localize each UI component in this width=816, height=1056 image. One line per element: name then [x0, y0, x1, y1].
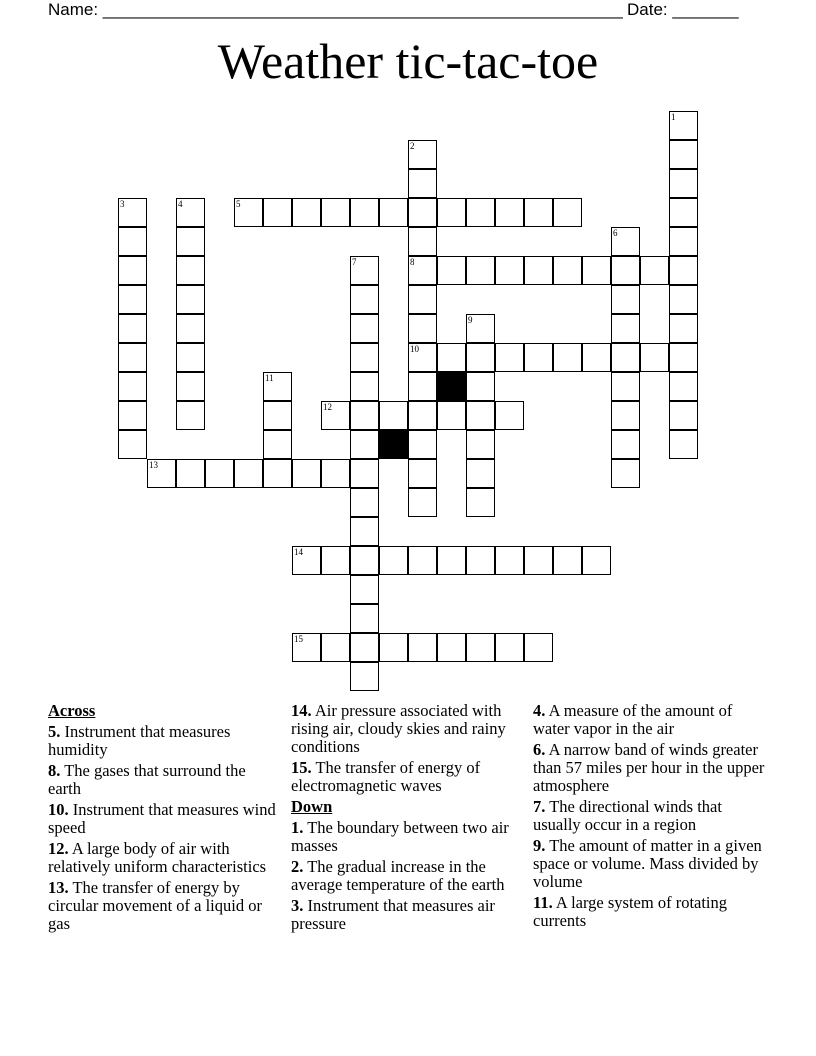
- grid-cell[interactable]: [437, 256, 466, 285]
- grid-cell[interactable]: [611, 314, 640, 343]
- clue-number: 12: [323, 402, 332, 412]
- clue-number-label: 1.: [291, 818, 304, 837]
- grid-cell[interactable]: [669, 169, 698, 198]
- clue-number-label: 12.: [48, 839, 69, 858]
- grid-cell[interactable]: [350, 517, 379, 546]
- grid-cell[interactable]: [611, 285, 640, 314]
- clue-text: The gradual increase in the average temperature of the earth: [291, 857, 505, 894]
- grid-cell[interactable]: [118, 256, 147, 285]
- grid-cell[interactable]: [379, 546, 408, 575]
- grid-cell[interactable]: [176, 227, 205, 256]
- name-field[interactable]: Name: _______________________________________________________: [48, 0, 623, 19]
- clue-text: Instrument that measures humidity: [48, 722, 231, 759]
- grid-cell[interactable]: [118, 314, 147, 343]
- grid-cell[interactable]: [147, 459, 176, 488]
- clue-number-label: 2.: [291, 857, 304, 876]
- grid-cell[interactable]: [553, 546, 582, 575]
- grid-cell[interactable]: [350, 459, 379, 488]
- grid-cell[interactable]: [408, 401, 437, 430]
- grid-cell[interactable]: [669, 343, 698, 372]
- clue-item: [291, 897, 529, 933]
- grid-cell[interactable]: [292, 633, 321, 662]
- grid-cell[interactable]: [466, 256, 495, 285]
- grid-cell[interactable]: [582, 256, 611, 285]
- grid-cell[interactable]: [263, 459, 292, 488]
- grid-cell[interactable]: [495, 256, 524, 285]
- clue-item: [533, 741, 765, 795]
- grid-cell[interactable]: [176, 401, 205, 430]
- clue-number: 11: [265, 373, 274, 383]
- grid-cell[interactable]: [176, 343, 205, 372]
- grid-cell[interactable]: [292, 198, 321, 227]
- grid-cell[interactable]: [118, 227, 147, 256]
- clue-number: 10: [410, 344, 419, 354]
- grid-cell[interactable]: [669, 430, 698, 459]
- grid-cell[interactable]: [408, 430, 437, 459]
- grid-cell[interactable]: [524, 198, 553, 227]
- clue-text: Air pressure associated with rising air, cloudy skies and rainy conditions: [291, 701, 506, 756]
- clue-text: A measure of the amount of water vapor in the air: [533, 701, 733, 738]
- grid-cell[interactable]: [350, 488, 379, 517]
- clue-item: [48, 879, 278, 933]
- grid-cell[interactable]: [176, 285, 205, 314]
- grid-cell[interactable]: [640, 256, 669, 285]
- grid-cell[interactable]: [466, 198, 495, 227]
- grid-cell[interactable]: [553, 198, 582, 227]
- clue-number: 7: [352, 257, 357, 267]
- grid-cell[interactable]: [350, 401, 379, 430]
- clue-item: [533, 837, 765, 891]
- grid-cell[interactable]: [408, 372, 437, 401]
- grid-cell[interactable]: [350, 662, 379, 691]
- clue-item: [291, 819, 529, 855]
- date-field[interactable]: Date: _______: [627, 0, 739, 19]
- grid-cell[interactable]: [263, 430, 292, 459]
- grid-cell[interactable]: [524, 256, 553, 285]
- grid-cell[interactable]: [379, 198, 408, 227]
- grid-cell[interactable]: [350, 314, 379, 343]
- clue-number: 9: [468, 315, 473, 325]
- grid-cell[interactable]: [234, 198, 263, 227]
- grid-cell[interactable]: [466, 459, 495, 488]
- clues-column-1: [48, 702, 278, 936]
- grid-cell[interactable]: [350, 198, 379, 227]
- grid-cell[interactable]: [408, 285, 437, 314]
- grid-cell[interactable]: [495, 198, 524, 227]
- clue-number: 2: [410, 141, 415, 151]
- grid-cell[interactable]: [466, 343, 495, 372]
- grid-cell[interactable]: [292, 546, 321, 575]
- grid-cell[interactable]: [553, 256, 582, 285]
- grid-cell[interactable]: [118, 430, 147, 459]
- clue-number: 13: [149, 460, 158, 470]
- grid-cell[interactable]: [350, 604, 379, 633]
- grid-cell[interactable]: [495, 401, 524, 430]
- grid-cell[interactable]: [669, 372, 698, 401]
- grid-cell[interactable]: [379, 401, 408, 430]
- clue-number: 1: [671, 112, 676, 122]
- clues-column-3: [533, 702, 765, 933]
- grid-cell[interactable]: [408, 488, 437, 517]
- grid-cell[interactable]: [408, 546, 437, 575]
- grid-cell[interactable]: [205, 459, 234, 488]
- grid-cell[interactable]: [263, 198, 292, 227]
- clue-text: The transfer of energy by circular movement of a liquid or gas: [48, 878, 262, 933]
- grid-cell[interactable]: [408, 256, 437, 285]
- grid-cell[interactable]: [466, 488, 495, 517]
- clue-text: A narrow band of winds greater than 57 miles per hour in the upper atmosphere: [533, 740, 765, 795]
- grid-cell[interactable]: [176, 198, 205, 227]
- grid-cell[interactable]: [611, 401, 640, 430]
- grid-cell[interactable]: [176, 459, 205, 488]
- grid-cell[interactable]: [466, 430, 495, 459]
- grid-cell[interactable]: [176, 314, 205, 343]
- clue-number-label: 7.: [533, 797, 546, 816]
- grid-cell[interactable]: [669, 401, 698, 430]
- page-title: Weather tic-tac-toe: [217, 33, 599, 89]
- clue-number: 4: [178, 199, 183, 209]
- clue-number: 3: [120, 199, 125, 209]
- down-heading: Down: [291, 797, 333, 816]
- grid-cell[interactable]: [640, 343, 669, 372]
- grid-cell[interactable]: [669, 227, 698, 256]
- clue-number-label: 3.: [291, 896, 304, 915]
- clue-item: [533, 798, 765, 834]
- grid-cell[interactable]: [118, 285, 147, 314]
- grid-cell[interactable]: [582, 343, 611, 372]
- clue-number-label: 8.: [48, 761, 61, 780]
- clue-number-label: 10.: [48, 800, 69, 819]
- clue-item: [48, 840, 278, 876]
- clue-number: 8: [410, 257, 415, 267]
- grid-cell[interactable]: [553, 343, 582, 372]
- clue-text: The transfer of energy of electromagnetic waves: [291, 758, 481, 795]
- grid-cell[interactable]: [408, 343, 437, 372]
- grid-cell[interactable]: [437, 401, 466, 430]
- grid-cell[interactable]: [292, 459, 321, 488]
- grid-cell[interactable]: [263, 401, 292, 430]
- grid-cell[interactable]: [524, 546, 553, 575]
- clue-item: [48, 762, 278, 798]
- clue-text: The boundary between two air masses: [291, 818, 509, 855]
- grid-cell[interactable]: [437, 198, 466, 227]
- grid-cell[interactable]: [350, 633, 379, 662]
- clue-number-label: 4.: [533, 701, 546, 720]
- grid-cell[interactable]: [524, 343, 553, 372]
- grid-cell[interactable]: [466, 372, 495, 401]
- clue-item: [291, 759, 529, 795]
- grid-cell[interactable]: [408, 198, 437, 227]
- grid-cell[interactable]: [669, 111, 698, 140]
- grid-cell[interactable]: [669, 314, 698, 343]
- grid-cell[interactable]: [263, 372, 292, 401]
- clue-number: 5: [236, 199, 241, 209]
- clue-item: [48, 801, 278, 837]
- grid-cell[interactable]: [611, 343, 640, 372]
- grid-cell[interactable]: [611, 256, 640, 285]
- grid-cell[interactable]: [669, 198, 698, 227]
- grid-cell[interactable]: [611, 459, 640, 488]
- clue-number: 6: [613, 228, 618, 238]
- grid-cell[interactable]: [321, 459, 350, 488]
- grid-cell[interactable]: [437, 343, 466, 372]
- clue-number-label: 13.: [48, 878, 69, 897]
- grid-cell[interactable]: [350, 575, 379, 604]
- grid-cell[interactable]: [437, 546, 466, 575]
- grid-cell[interactable]: [350, 430, 379, 459]
- grid-cell[interactable]: [321, 198, 350, 227]
- grid-cell[interactable]: [234, 459, 263, 488]
- grid-cell[interactable]: [118, 372, 147, 401]
- clue-text: Instrument that measures wind speed: [48, 800, 276, 837]
- grid-cell[interactable]: [408, 169, 437, 198]
- clue-text: The gases that surround the earth: [48, 761, 246, 798]
- grid-cell[interactable]: [611, 430, 640, 459]
- grid-cell[interactable]: [669, 285, 698, 314]
- grid-cell[interactable]: [466, 633, 495, 662]
- grid-cell[interactable]: [350, 256, 379, 285]
- grid-cell[interactable]: [350, 372, 379, 401]
- black-cell: [379, 430, 408, 459]
- grid-cell[interactable]: [408, 633, 437, 662]
- grid-cell[interactable]: [466, 401, 495, 430]
- grid-cell[interactable]: [466, 314, 495, 343]
- grid-cell[interactable]: [321, 633, 350, 662]
- grid-cell[interactable]: [350, 546, 379, 575]
- clue-item: [533, 894, 765, 930]
- grid-cell[interactable]: [669, 256, 698, 285]
- clue-text: The directional winds that usually occur in a region: [533, 797, 722, 834]
- clue-item: [48, 723, 278, 759]
- grid-cell[interactable]: [176, 256, 205, 285]
- grid-cell[interactable]: [611, 227, 640, 256]
- grid-cell[interactable]: [350, 343, 379, 372]
- black-cell: [437, 372, 466, 401]
- clue-item: [291, 702, 529, 756]
- clue-item: [291, 858, 529, 894]
- clue-text: The amount of matter in a given space or volume. Mass divided by volume: [533, 836, 762, 891]
- grid-cell[interactable]: [118, 198, 147, 227]
- clue-number-label: 6.: [533, 740, 546, 759]
- grid-cell[interactable]: [582, 546, 611, 575]
- clues-column-2: [291, 702, 529, 936]
- grid-cell[interactable]: [379, 633, 408, 662]
- clue-number-label: 9.: [533, 836, 546, 855]
- grid-cell[interactable]: [669, 140, 698, 169]
- clue-item: [533, 702, 765, 738]
- grid-cell[interactable]: [321, 546, 350, 575]
- grid-cell[interactable]: [408, 314, 437, 343]
- grid-cell[interactable]: [176, 372, 205, 401]
- grid-cell[interactable]: [611, 372, 640, 401]
- grid-cell[interactable]: [495, 633, 524, 662]
- grid-cell[interactable]: [408, 459, 437, 488]
- clue-number-label: 5.: [48, 722, 61, 741]
- clue-number-label: 15.: [291, 758, 312, 777]
- clue-number-label: 11.: [533, 893, 553, 912]
- grid-cell[interactable]: [408, 227, 437, 256]
- grid-cell[interactable]: [118, 343, 147, 372]
- clue-text: Instrument that measures air pressure: [291, 896, 495, 933]
- grid-cell[interactable]: [437, 633, 466, 662]
- clue-number: 15: [294, 634, 303, 644]
- grid-cell[interactable]: [321, 401, 350, 430]
- grid-cell[interactable]: [495, 546, 524, 575]
- grid-cell[interactable]: [495, 343, 524, 372]
- clue-number-label: 14.: [291, 701, 312, 720]
- clue-number: 14: [294, 547, 303, 557]
- grid-cell[interactable]: [118, 401, 147, 430]
- grid-cell[interactable]: [350, 285, 379, 314]
- grid-cell[interactable]: [408, 140, 437, 169]
- grid-cell[interactable]: [524, 633, 553, 662]
- across-heading: Across: [48, 701, 96, 720]
- grid-cell[interactable]: [466, 546, 495, 575]
- clue-text: A large body of air with relatively uniform characteristics: [48, 839, 267, 876]
- clue-text: A large system of rotating currents: [533, 893, 728, 930]
